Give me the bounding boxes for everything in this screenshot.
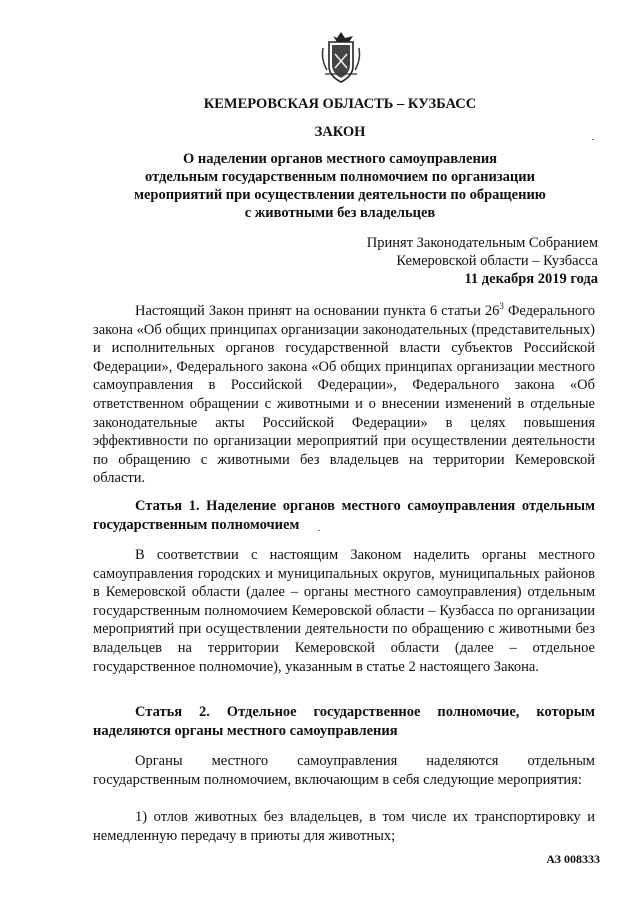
article-2-intro: Органы местного самоуправления наделяются отдельным государственным полномочием, включающим в себя следующие мероприятия:: [93, 753, 595, 788]
preamble-text: Настоящий Закон принят на основании пункта 6 статьи 26: [135, 303, 500, 319]
scan-speck: [592, 139, 594, 140]
law-title-line: мероприятий при осуществлении деятельности по обращению: [134, 187, 546, 203]
coat-of-arms-emblem: [319, 30, 363, 84]
article-2-heading: Статья 2. Отдельное государственное полномочие, которым наделяются органы местного самоуправления: [93, 704, 595, 739]
adoption-line: Кемеровской области – Кузбасса: [396, 253, 598, 269]
law-title-line: с животными без владельцев: [244, 205, 436, 221]
law-title: [88, 150, 592, 222]
article-1-text: В соответствии с настоящим Законом наделить органы местного самоуправления городских и муниципальных округов, муниципальных районов в Кемеровской области (далее – органы местного самоуправления) отдельным государственным полномочием Кемеровской области – Кузбасса по организации мероприятий при осуществлении деятельности по обращению с животными без владельцев на территории Кемеровской области (далее – отдельное государственное полномочие), указанным в статье 2 настоящего Закона.: [93, 547, 595, 675]
adoption-date: 11 декабря 2019 года: [464, 271, 598, 287]
article-1-heading: Статья 1. Наделение органов местного самоуправления отдельным государственным полномочием: [93, 498, 595, 533]
preamble-superscript: 3: [499, 301, 504, 312]
law-title-line: О наделении органов местного самоуправления: [182, 151, 498, 167]
adoption-block: [367, 234, 598, 288]
document-code: АЗ 008333: [546, 852, 600, 866]
article-2-item-1: 1) отлов животных без владельцев, в том числе их транспортировку и немедленную передачу в приюты для животных;: [93, 809, 595, 844]
preamble-paragraph: [93, 302, 595, 488]
scan-speck: [318, 530, 320, 531]
region-title: КЕМЕРОВСКАЯ ОБЛАСТЬ – КУЗБАСС: [203, 96, 477, 112]
adoption-line: Принят Законодательным Собранием: [366, 235, 598, 251]
preamble-text-continued: Федерального закона «Об общих принципах организации законодательных (представительных) и исполнительных органов государственной власти субъектов Российской Федерации», Федерального закона «Об общих принципах организации местного самоуправления в Российской Федерации», Федерального закона «Об ответственном обращении с животными и о внесении изменений в отдельные законодательные акты Российской Федерации» в целях повышения эффективности по организации мероприятий при осуществлении деятельности по обращению с животными без владельцев на территории Кемеровской области.: [93, 303, 595, 487]
document-type: ЗАКОН: [314, 124, 366, 140]
law-title-line: отдельным государственным полномочием по организации: [145, 169, 535, 185]
